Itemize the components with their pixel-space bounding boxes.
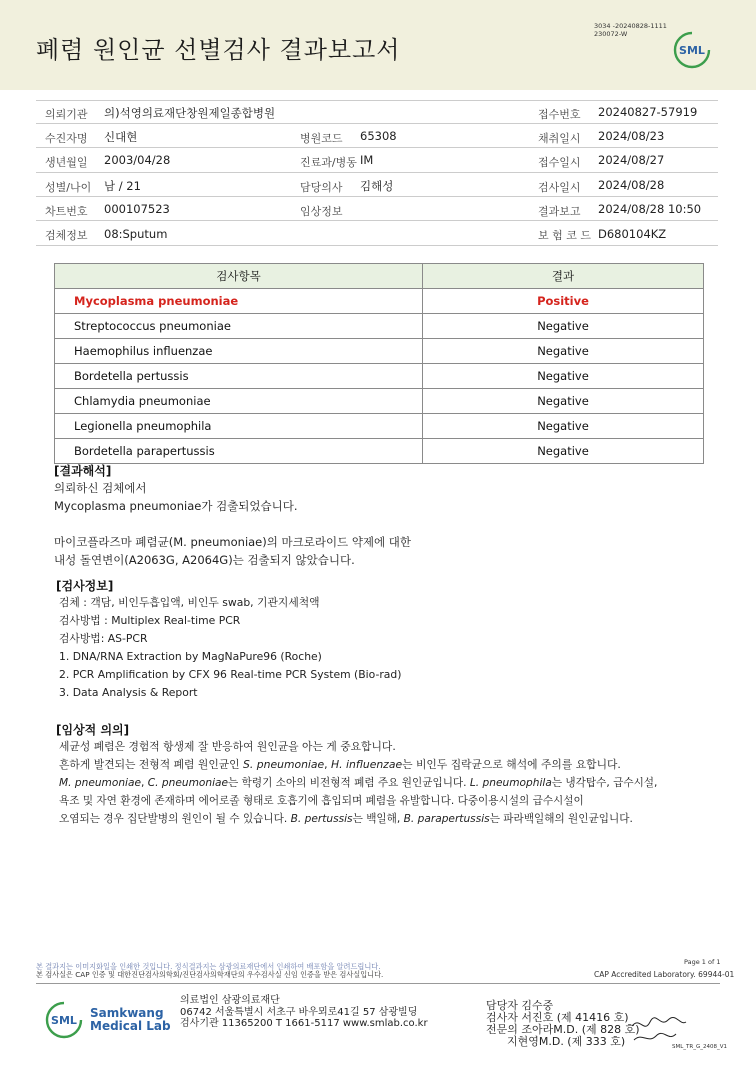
cap-accreditation: CAP Accredited Laboratory. 69944-01 xyxy=(594,970,735,979)
institution-label: 의뢰기관 xyxy=(45,108,88,121)
print-notice: 본 결과지는 이미지화일을 인쇄한 것입니다. 정식결과지는 삼광의료재단에서 인쇄하여 배포함을 알려드립니다. xyxy=(36,962,381,971)
report-title: 폐렴 원인균 선별검사 결과보고서 xyxy=(36,36,401,64)
test-result: Negative xyxy=(423,439,704,464)
document-number: 3034 -20240828-1111 230072-W xyxy=(594,22,667,38)
specimen-label: 검체정보 xyxy=(45,229,88,242)
institution-value: 의)석영의료재단창원제일종합병원 xyxy=(104,106,276,120)
clinical-line: 욕조 및 자연 환경에 존재하며 에어로졸 형태로 호흡기에 흡입되며 폐렴을 유발합니다. 다중이용시설의 급수시설이 xyxy=(59,795,584,807)
table-row xyxy=(55,389,704,414)
svg-text:SML: SML xyxy=(51,1014,77,1027)
birth-value: 2003/04/28 xyxy=(104,153,171,167)
hospital-code-value: 65308 xyxy=(360,129,397,143)
dept-label: 진료과/병동 xyxy=(300,156,357,169)
divider xyxy=(36,123,718,124)
form-code: SML_TR_G_2408_V1 xyxy=(672,1044,728,1050)
test-result: Positive xyxy=(423,289,704,314)
footer-divider xyxy=(36,983,720,984)
test-info-line: 검사방법 : Multiplex Real-time PCR xyxy=(59,614,241,627)
sex-age-label: 성별/나이 xyxy=(45,181,92,194)
table-row xyxy=(55,414,704,439)
clinical-line: 오염되는 경우 집단발병의 원인이 될 수 있습니다. B. pertussis는 백일해, B. parapertussis는 파라백일해의 원인균입니다. xyxy=(59,813,633,825)
clinical-line: 세균성 폐렴은 경험적 항생제 잘 반응하여 원인균을 아는 게 중요합니다. xyxy=(59,740,396,753)
sex-age-value: 남 / 21 xyxy=(104,179,141,193)
doctor-value: 김해성 xyxy=(360,179,394,193)
svg-text:SML: SML xyxy=(679,44,705,57)
test-item: Mycoplasma pneumoniae xyxy=(55,289,423,314)
receipt-date-label: 접수일시 xyxy=(538,156,581,169)
test-item: Haemophilus influenzae xyxy=(55,339,423,364)
clinical-line: M. pneumoniae, C. pneumoniae는 학령기 소아의 비전형적 폐렴 주요 원인균입니다. L. pneumophila는 냉각탑수, 급수시설, xyxy=(59,777,658,789)
table-row xyxy=(55,439,704,464)
test-item: Legionella pneumophila xyxy=(55,414,423,439)
chart-no-value: 000107523 xyxy=(104,202,170,216)
divider xyxy=(36,196,718,197)
test-result: Negative xyxy=(423,389,704,414)
hospital-code-label: 병원코드 xyxy=(300,132,343,145)
interpretation-line: 마이코플라즈마 폐렴균(M. pneumoniae)의 마크로라이드 약제에 대한 xyxy=(54,535,412,549)
test-result: Negative xyxy=(423,339,704,364)
test-item: Bordetella pertussis xyxy=(55,364,423,389)
interpretation-heading: [결과해석] xyxy=(54,464,112,478)
test-info-line: 1. DNA/RNA Extraction by MagNaPure96 (Roche) xyxy=(59,650,322,663)
clinical-heading: [임상적 의의] xyxy=(56,723,130,737)
patient-name-value: 신대현 xyxy=(104,130,138,144)
test-item: Bordetella parapertussis xyxy=(55,439,423,464)
divider xyxy=(36,172,718,173)
test-info-line: 검체 : 객담, 비인두흡입액, 비인두 swab, 기관지세척액 xyxy=(59,596,320,609)
sml-footer-logo-icon xyxy=(44,1000,84,1040)
test-info-heading: [검사정보] xyxy=(56,579,114,593)
collect-date-value: 2024/08/23 xyxy=(598,129,665,143)
test-item: Streptococcus pneumoniae xyxy=(55,314,423,339)
table-header-row xyxy=(55,264,704,289)
table-row xyxy=(55,314,704,339)
test-date-label: 검사일시 xyxy=(538,181,581,194)
collect-date-label: 채취일시 xyxy=(538,132,581,145)
chart-no-label: 차트번호 xyxy=(45,205,88,218)
test-item: Chlamydia pneumoniae xyxy=(55,389,423,414)
test-info-line: 3. Data Analysis & Report xyxy=(59,686,198,699)
divider xyxy=(36,220,718,221)
report-date-value: 2024/08/28 10:50 xyxy=(598,202,702,216)
page-indicator: Page 1 of 1 xyxy=(684,958,721,966)
test-result: Negative xyxy=(423,414,704,439)
interpretation-line: Mycoplasma pneumoniae가 검출되었습니다. xyxy=(54,499,298,513)
test-result: Negative xyxy=(423,364,704,389)
divider xyxy=(36,100,718,101)
report-date-label: 결과보고 xyxy=(538,205,581,218)
lab-address: 의료법인 삼광의료재단 06742 서울특별시 서초구 바우뫼로41길 57 삼광빌딩 검사기관 11365200 T 1661-5117 www.smlab.co.kr xyxy=(180,995,428,1029)
sml-logo-icon xyxy=(672,30,712,70)
table-row xyxy=(55,339,704,364)
test-info-line: 2. PCR Amplification by CFX 96 Real-time PCR System (Bio-rad) xyxy=(59,668,402,681)
receipt-date-value: 2024/08/27 xyxy=(598,153,665,167)
interpretation-line: 내성 돌연변이(A2063G, A2064G)는 검출되지 않았습니다. xyxy=(54,553,355,567)
receipt-no-label: 접수번호 xyxy=(538,108,581,121)
test-result: Negative xyxy=(423,314,704,339)
results-table xyxy=(54,263,704,464)
table-row xyxy=(55,289,704,314)
birth-label: 생년월일 xyxy=(45,156,88,169)
divider xyxy=(36,245,718,246)
test-info-line: 검사방법: AS-PCR xyxy=(59,632,148,645)
divider xyxy=(36,147,718,148)
signers: 담당자 김수중 검사자 서진호 (제 41416 호) 전문의 조아라M.D. (제 828 호) 지현영M.D. (제 333 호) xyxy=(486,999,640,1048)
table-row xyxy=(55,364,704,389)
column-header-item: 검사항목 xyxy=(55,264,423,289)
lab-name: Samkwang Medical Lab xyxy=(90,1006,171,1033)
patient-name-label: 수진자명 xyxy=(45,132,88,145)
interpretation-line: 의뢰하신 검체에서 xyxy=(54,481,147,495)
certification-notice: 본 검사실은 CAP 인증 및 대한진단검사의학회/진단검사의학재단의 우수검사실 신임 인증을 받은 검사실입니다. xyxy=(36,970,384,979)
column-header-result: 결과 xyxy=(423,264,704,289)
doctor-label: 담당의사 xyxy=(300,181,343,194)
signature-icon xyxy=(628,1012,688,1046)
insurance-code-label: 보 험 코 드 xyxy=(538,229,591,242)
clinical-line: 흔하게 발견되는 전형적 폐렴 원인균인 S. pneumoniae, H. influenzae는 비인두 집락균으로 해석에 주의를 요합니다. xyxy=(59,758,621,771)
insurance-code-value: D680104KZ xyxy=(598,227,667,241)
specimen-value: 08:Sputum xyxy=(104,227,168,241)
dept-value: IM xyxy=(360,153,374,167)
receipt-no-value: 20240827-57919 xyxy=(598,105,698,119)
test-date-value: 2024/08/28 xyxy=(598,178,665,192)
clinical-info-label: 임상정보 xyxy=(300,205,343,218)
